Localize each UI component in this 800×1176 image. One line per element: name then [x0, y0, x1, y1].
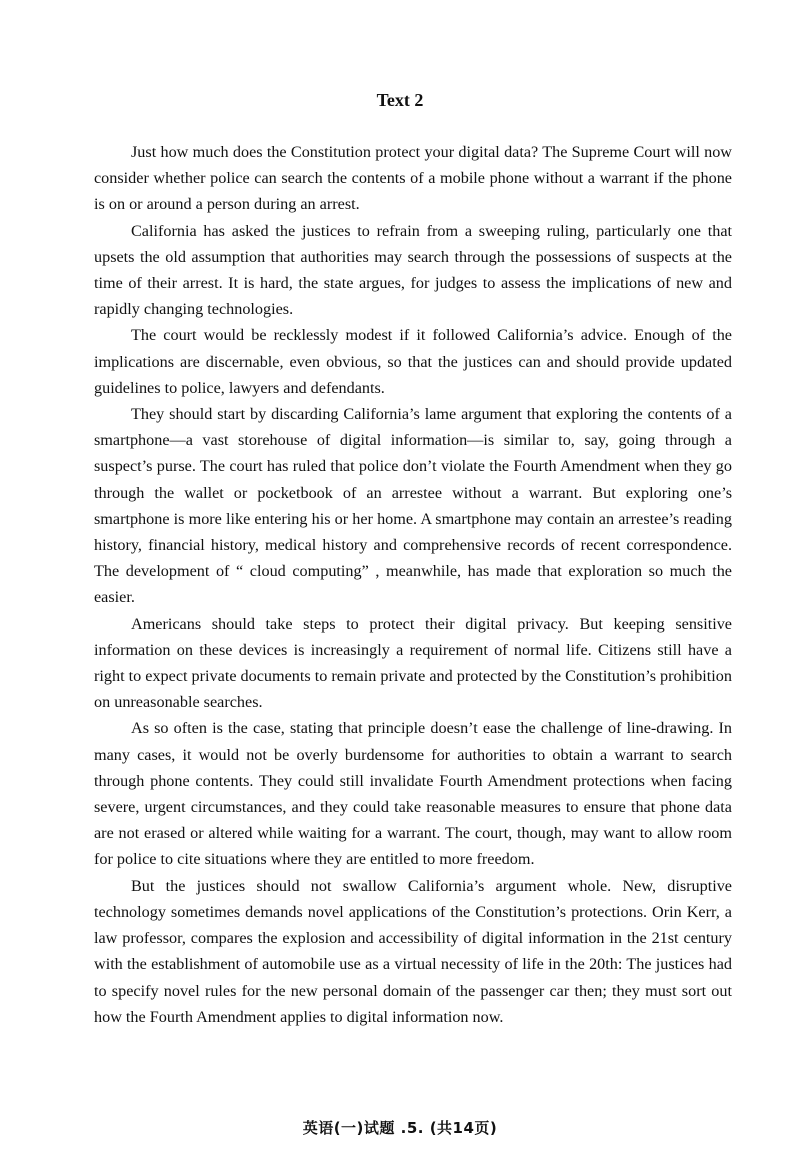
paragraph-5: Americans should take steps to protect their digital privacy. But keeping sensitive information on these devices is increasingly a requirement of normal life. Citizens still have a right to expect private documents to remain private and protected by the Constitution’s prohibition on unreasonable searches.: [94, 614, 732, 712]
paragraph-1: Just how much does the Constitution protect your digital data? The Supreme Court will now consider whether police can search the contents of a mobile phone without a warrant if the phone is on or around a person during an arrest.: [94, 143, 732, 214]
paragraph-2: California has asked the justices to refrain from a sweeping ruling, particularly one that upsets the old assumption that authorities may search through the possessions of suspects at the time of their arrest. It is hard, the state argues, for judges to assess the implications of new and rapidly changing technologies.: [94, 221, 732, 319]
paragraph-7: But the justices should not swallow California’s argument whole. New, disruptive technology sometimes demands novel applications of the Constitution’s protections. Orin Kerr, a law professor, compares the explosion and accessibility of digital information in the 21st century with the establishment of automobile use as a virtual necessity of life in the 20th: The justices had to specify novel rules for the new personal domain of the passenger car then; they must sort out how the Fourth Amendment applies to digital information now.: [94, 876, 732, 1026]
page-footer: 英语(一)试题 .5. (共14页): [302, 1119, 498, 1137]
paragraph-4: They should start by discarding California’s lame argument that exploring the contents of a smartphone—a vast storehouse of digital information—is similar to, say, going through a suspect’s purse. The court has ruled that police don’t violate the Fourth Amendment when they go through the wallet or pocketbook of an arrestee without a warrant. But exploring one’s smartphone is more like entering his or her home. A smartphone may contain an arrestee’s reading history, financial history, medical history and comprehensive records of recent correspondence. The development of “ cloud computing” , meanwhile, has made that exploration so much the easier.: [94, 405, 732, 607]
passage-body: [94, 139, 732, 1030]
text-title: Text 2: [376, 90, 424, 110]
paragraph-6: As so often is the case, stating that principle doesn’t ease the challenge of line-drawing. In many cases, it would not be overly burdensome for authorities to obtain a warrant to search through phone contents. They could still invalidate Fourth Amendment protections when facing severe, urgent circumstances, and they could take reasonable measures to ensure that phone data are not erased or altered while waiting for a warrant. The court, though, may want to allow room for police to cite situations where they are entitled to more freedom.: [94, 719, 732, 869]
paragraph-3: The court would be recklessly modest if it followed California’s advice. Enough of the implications are discernable, even obvious, so that the justices can and should provide updated guidelines to police, lawyers and defendants.: [94, 326, 732, 397]
